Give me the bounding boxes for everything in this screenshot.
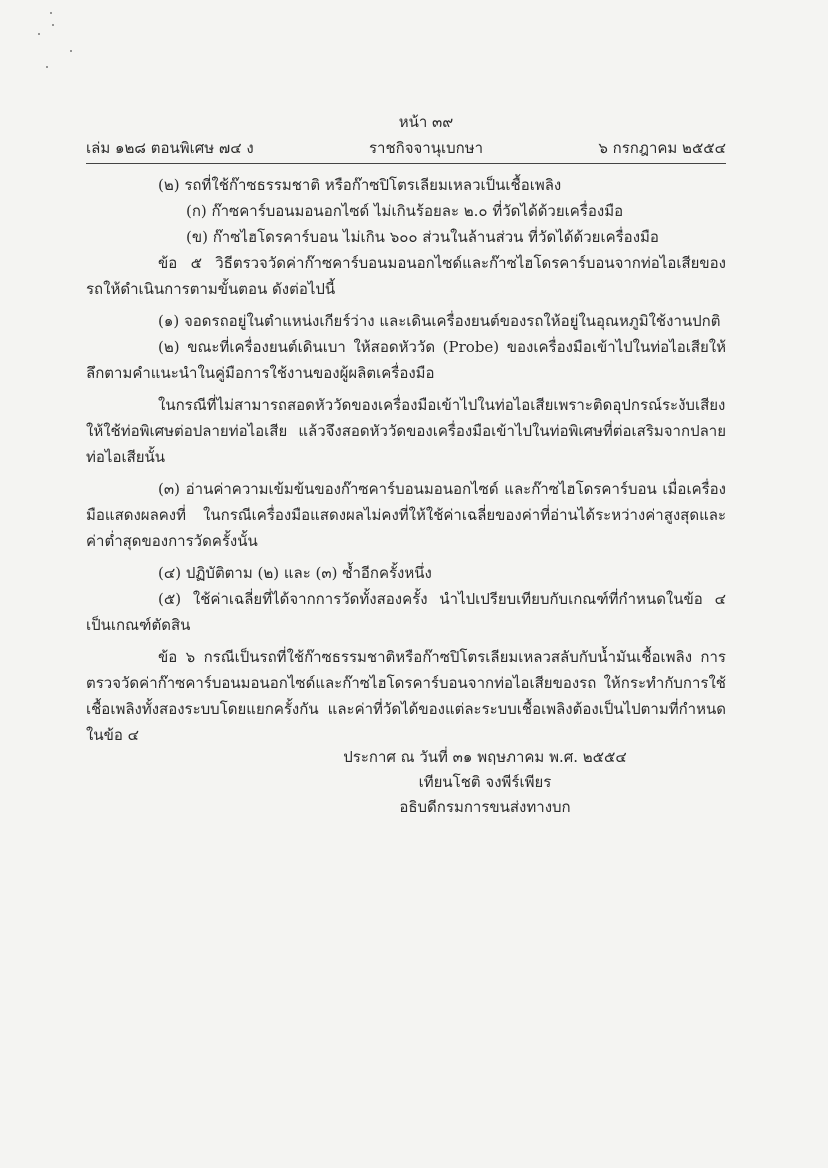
paragraph: (๕) ใช้ค่าเฉลี่ยที่ได้จากการวัดทั้งสองครั้ง นำไปเปรียบเทียบกับเกณฑ์ที่กำหนดในข้อ ๔ เป็นเกณฑ์ตัดสิน: [86, 590, 726, 634]
gazette-header: [86, 110, 726, 164]
page-number: หน้า ๓๙: [398, 113, 454, 131]
paragraph: (๓) อ่านค่าความเข้มข้นของก๊าซคาร์บอนมอนอกไซด์ และก๊าซไฮโดรคาร์บอน เมื่อเครื่องมือแสดงผลคงที่ ในกรณีเครื่องมือแสดงผลไม่คงที่ให้ใช้ค่าเฉลี่ยของค่าที่อ่านได้ระหว่างค่าสูงสุดและค่าต่ำสุดของการวัดครั้งนั้น: [86, 480, 726, 550]
paragraph: (๒) ขณะที่เครื่องยนต์เดินเบา ให้สอดหัววัด (Probe) ของเครื่องมือเข้าไปในท่อไอเสียให้ลึกตามคำแนะนำในคู่มือการใช้งานของผู้ผลิตเครื่องมือ: [86, 338, 726, 382]
document-body: [86, 172, 726, 748]
paragraph: ข้อ ๖ กรณีเป็นรถที่ใช้ก๊าซธรรมชาติหรือก๊าซปิโตรเลียมเหลวสลับกับน้ำมันเชื้อเพลิง การตรวจวัดค่าก๊าซคาร์บอนมอนอกไซด์และก๊าซไฮโดรคาร์บอนจากท่อไอเสียของรถ ให้กระทำกับการใช้เชื้อเพลิงทั้งสองระบบโดยแยกครั้งกัน และค่าที่วัดได้ของแต่ละระบบเชื้อเพลิงต้องเป็นไปตามที่กำหนดในข้อ ๔: [86, 648, 726, 744]
paragraph: (๒) รถที่ใช้ก๊าซธรรมชาติ หรือก๊าซปิโตรเลียมเหลวเป็นเชื้อเพลิง: [158, 176, 562, 194]
publish-date: ๖ กรกฎาคม ๒๕๕๔: [598, 139, 726, 157]
announcement-date: ประกาศ ณ วันที่ ๓๑ พฤษภาคม พ.ศ. ๒๕๕๔: [343, 748, 627, 766]
signatory-name: เทียนโชติ จงพีร์เพียร: [418, 773, 552, 791]
paragraph: (ก) ก๊าซคาร์บอนมอนอกไซด์ ไม่เกินร้อยละ ๒.๐ ที่วัดได้ด้วยเครื่องมือ: [186, 202, 624, 220]
paragraph: (ข) ก๊าซไฮโดรคาร์บอน ไม่เกิน ๖๐๐ ส่วนในล้านส่วน ที่วัดได้ด้วยเครื่องมือ: [186, 228, 659, 246]
volume-info: เล่ม ๑๒๘ ตอนพิเศษ ๗๔ ง: [86, 139, 254, 157]
gazette-name: ราชกิจจานุเบกษา: [368, 139, 484, 157]
header-row: [86, 136, 726, 164]
paragraph: (๑) จอดรถอยู่ในตำแหน่งเกียร์ว่าง และเดินเครื่องยนต์ของรถให้อยู่ในอุณหภูมิใช้งานปกติ: [158, 312, 721, 330]
signature-block: [320, 745, 650, 820]
paragraph: ในกรณีที่ไม่สามารถสอดหัววัดของเครื่องมือเข้าไปในท่อไอเสียเพราะติดอุปกรณ์ระงับเสียงให้ใช้ท่อพิเศษต่อปลายท่อไอเสีย แล้วจึงสอดหัววัดของเครื่องมือเข้าไปในท่อพิเศษที่ต่อเสริมจากปลายท่อไอเสียนั้น: [86, 396, 726, 466]
paragraph: (๔) ปฏิบัติตาม (๒) และ (๓) ซ้ำอีกครั้งหนึ่ง: [158, 564, 432, 582]
signatory-title: อธิบดีกรมการขนส่งทางบก: [399, 798, 571, 816]
paragraph: ข้อ ๕ วิธีตรวจวัดค่าก๊าซคาร์บอนมอนอกไซด์และก๊าซไฮโดรคาร์บอนจากท่อไอเสียของรถให้ดำเนินการตามขั้นตอน ดังต่อไปนี้: [86, 254, 726, 298]
